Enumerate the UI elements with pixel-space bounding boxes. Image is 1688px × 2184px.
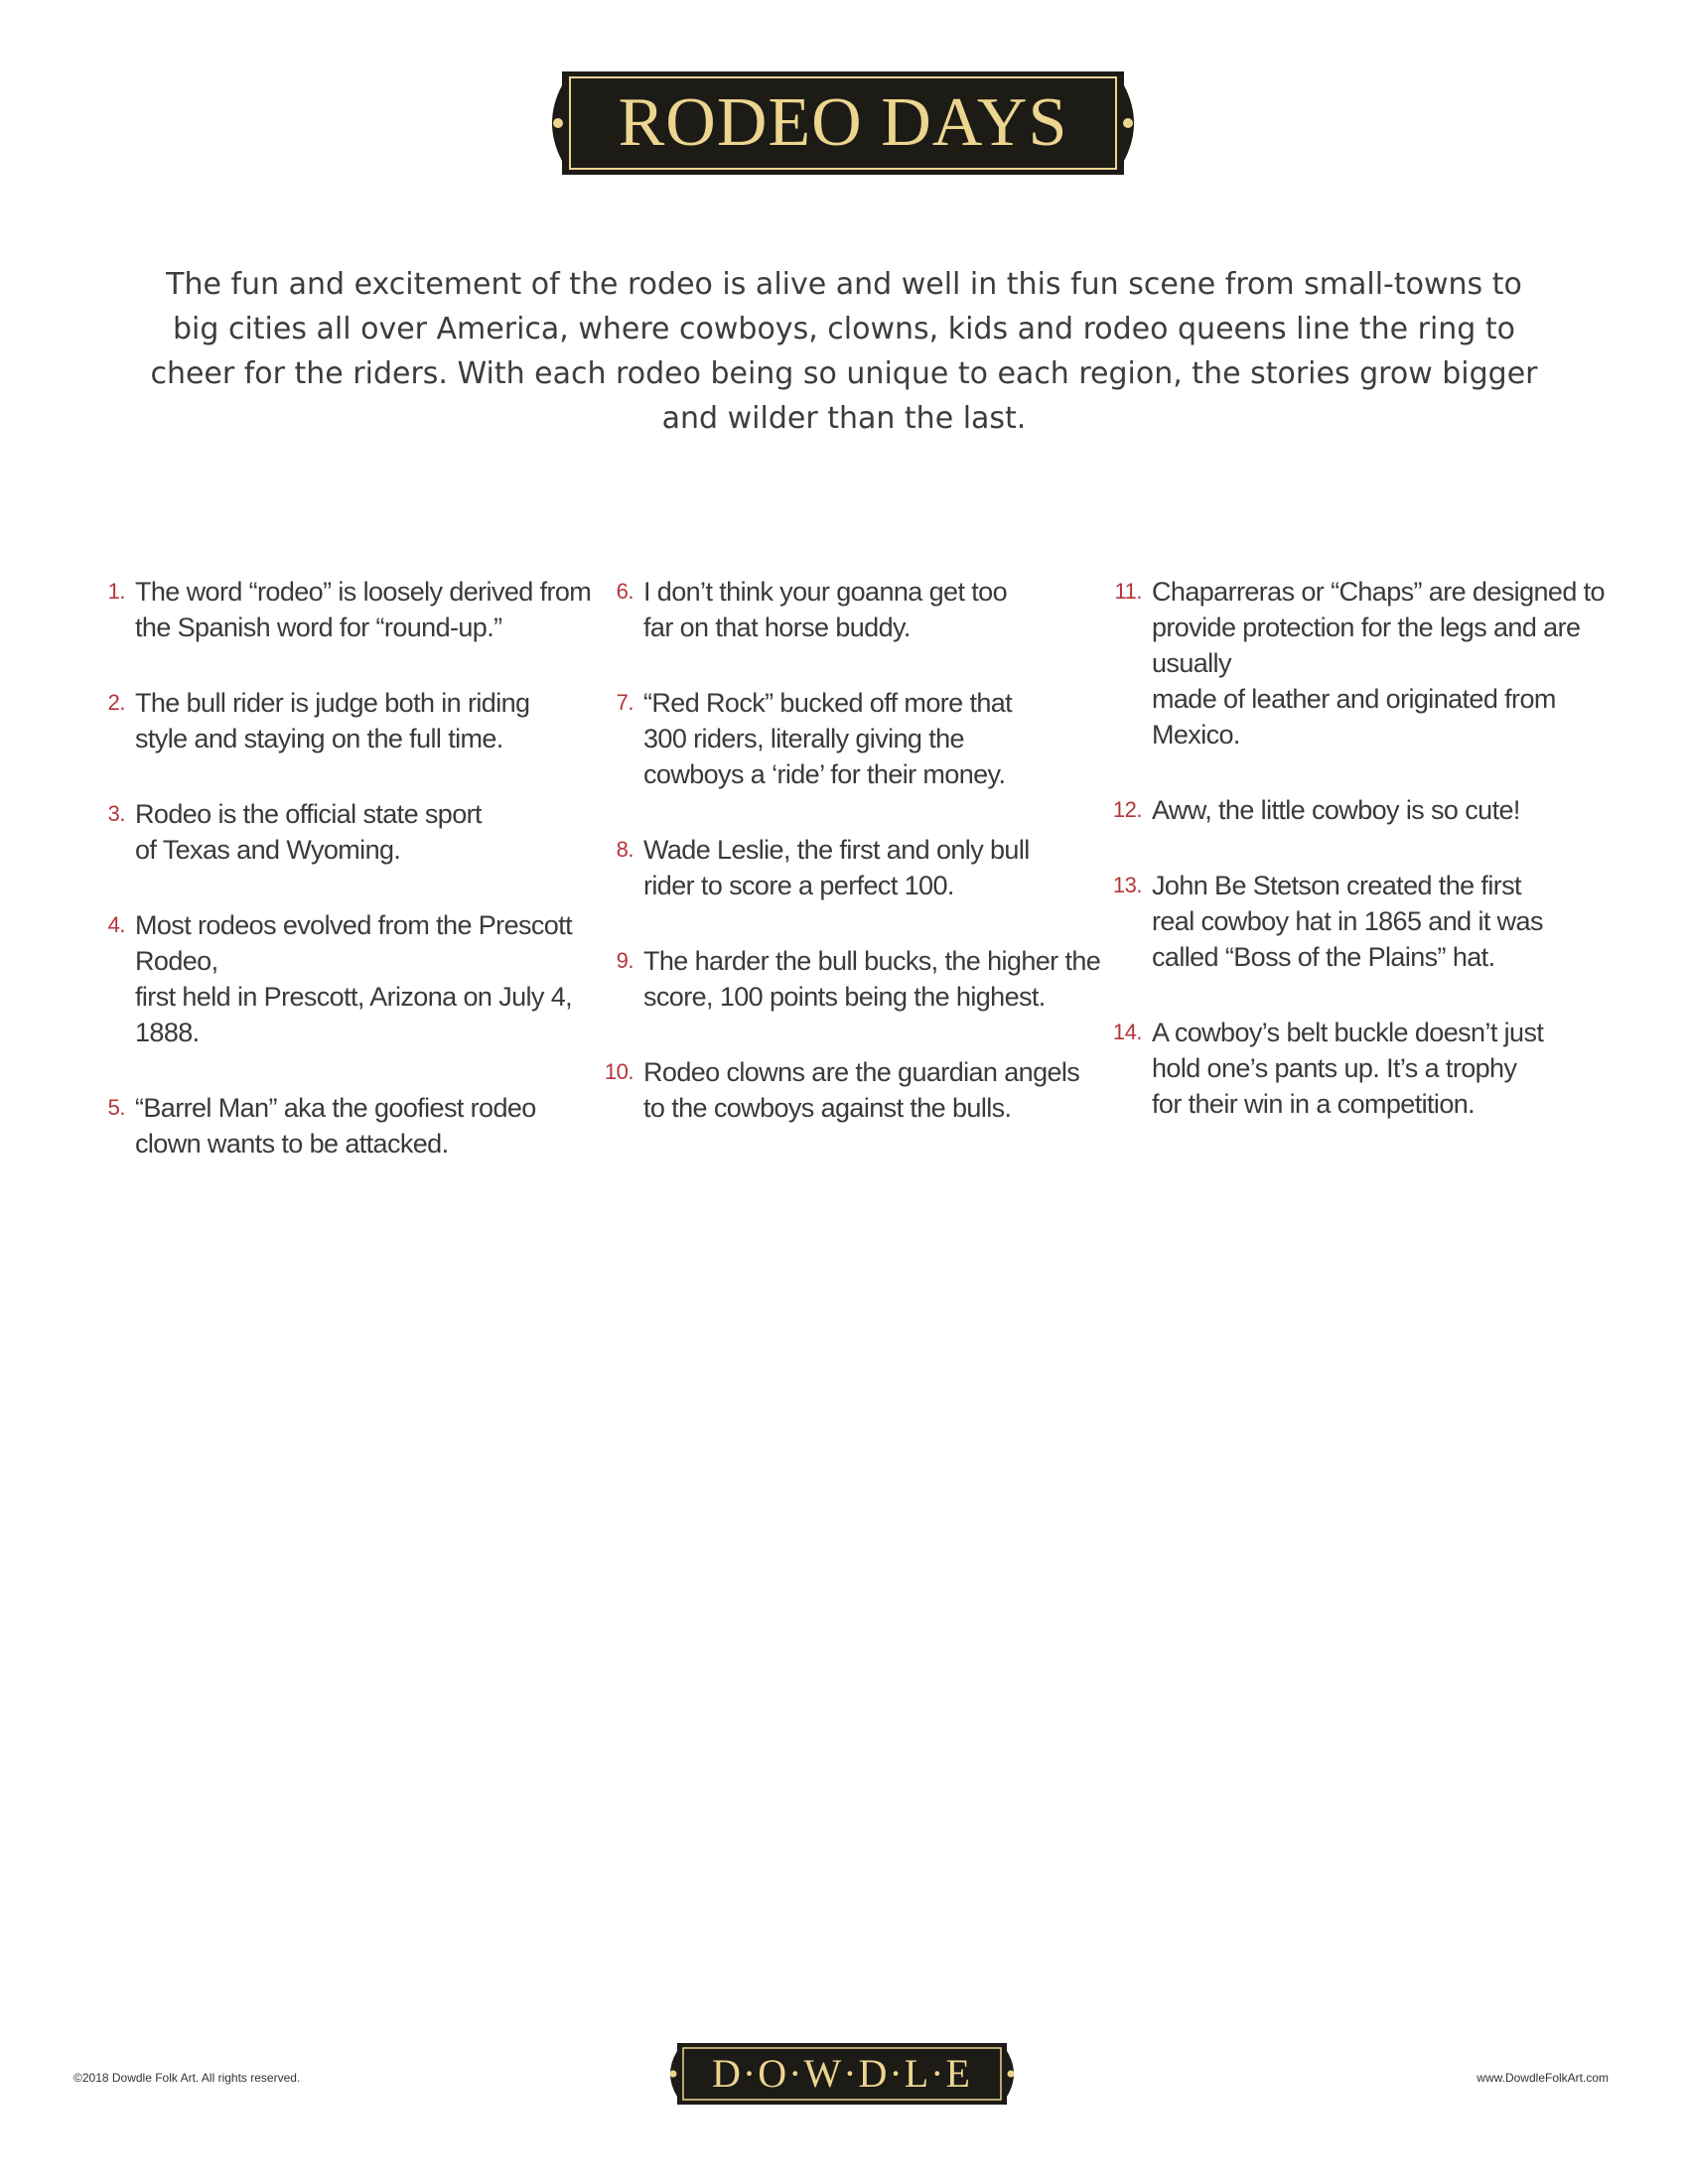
- fact-item: [596, 832, 1112, 903]
- fact-number: 11.: [1114, 579, 1142, 604]
- fact-item: [596, 685, 1112, 792]
- dowdle-logo-text: D·O·W·D·L·E: [712, 2051, 972, 2096]
- fact-number: 10.: [604, 1059, 633, 1084]
- fact-number: 6.: [616, 579, 633, 604]
- fact-text: I don’t think your goanna get too far on that horse buddy.: [643, 577, 1007, 642]
- dowdle-logo: [663, 2043, 1021, 2105]
- fact-text: “Barrel Man” aka the goofiest rodeo clown wants to be attacked.: [135, 1093, 536, 1159]
- fact-item: [596, 943, 1112, 1015]
- fact-number: 4.: [107, 912, 125, 937]
- fact-text: The word “rodeo” is loosely derived from the Spanish word for “round-up.”: [135, 577, 592, 642]
- fact-item: [87, 907, 604, 1050]
- fact-number: 13.: [1112, 873, 1142, 897]
- fact-item: [87, 796, 604, 868]
- fact-text: The harder the bull bucks, the higher the score, 100 points being the highest.: [643, 946, 1101, 1012]
- fact-number: 12.: [1112, 797, 1142, 822]
- fact-item: [596, 1054, 1112, 1126]
- fact-text: Rodeo is the official state sport of Texas and Wyoming.: [135, 799, 482, 865]
- fact-number: 14.: [1112, 1020, 1142, 1044]
- title-plaque: [542, 71, 1144, 175]
- fact-item: [87, 685, 604, 756]
- facts-column-1: [87, 574, 604, 1201]
- fact-number: 5.: [107, 1095, 125, 1120]
- facts-column-3: [1104, 574, 1640, 1161]
- fact-number: 7.: [616, 690, 633, 715]
- fact-text: Most rodeos evolved from the Prescott Rodeo, first held in Prescott, Arizona on July 4, 1888.: [135, 910, 573, 1047]
- fact-item: [87, 574, 604, 645]
- fact-item: [1104, 574, 1640, 752]
- intro-paragraph: The fun and excitement of the rodeo is alive and well in this fun scene from small-towns to big cities all over America, where cowboys, clowns, kids and rodeo queens line the ring to cheer for the riders. With each rodeo being so unique to each region, the stories grow bigger and wilder than the last.: [150, 267, 1538, 436]
- copyright-notice: ©2018 Dowdle Folk Art. All rights reserved.: [73, 2071, 301, 2085]
- fact-item: [596, 574, 1112, 645]
- fact-number: 8.: [616, 837, 633, 862]
- fact-text: Wade Leslie, the first and only bull rider to score a perfect 100.: [643, 835, 1030, 900]
- fact-text: A cowboy’s belt buckle doesn’t just hold one’s pants up. It’s a trophy for their win in a competition.: [1152, 1018, 1544, 1119]
- fact-number: 9.: [616, 948, 633, 973]
- fact-number: 2.: [107, 690, 125, 715]
- fact-text: “Red Rock” bucked off more that 300 riders, literally giving the cowboys a ‘ride’ for their money.: [643, 688, 1013, 789]
- fact-number: 1.: [107, 579, 125, 604]
- fact-item: [1104, 1015, 1640, 1122]
- page-title: RODEO DAYS: [618, 84, 1068, 161]
- fact-text: Rodeo clowns are the guardian angels to the cowboys against the bulls.: [643, 1057, 1080, 1123]
- fact-text: John Be Stetson created the first real cowboy hat in 1865 and it was called “Boss of the Plains” hat.: [1152, 871, 1543, 972]
- fact-text: Chaparreras or “Chaps” are designed to provide protection for the legs and are usually made of leather and originated from Mexico.: [1152, 577, 1605, 750]
- fact-text: The bull rider is judge both in riding style and staying on the full time.: [135, 688, 530, 753]
- fact-number: 3.: [107, 801, 125, 826]
- website-link[interactable]: www.DowdleFolkArt.com: [1477, 2071, 1609, 2085]
- fact-item: [87, 1090, 604, 1161]
- facts-column-2: [596, 574, 1112, 1165]
- fact-item: [1104, 868, 1640, 975]
- fact-item: [1104, 792, 1640, 828]
- fact-text: Aww, the little cowboy is so cute!: [1152, 795, 1520, 825]
